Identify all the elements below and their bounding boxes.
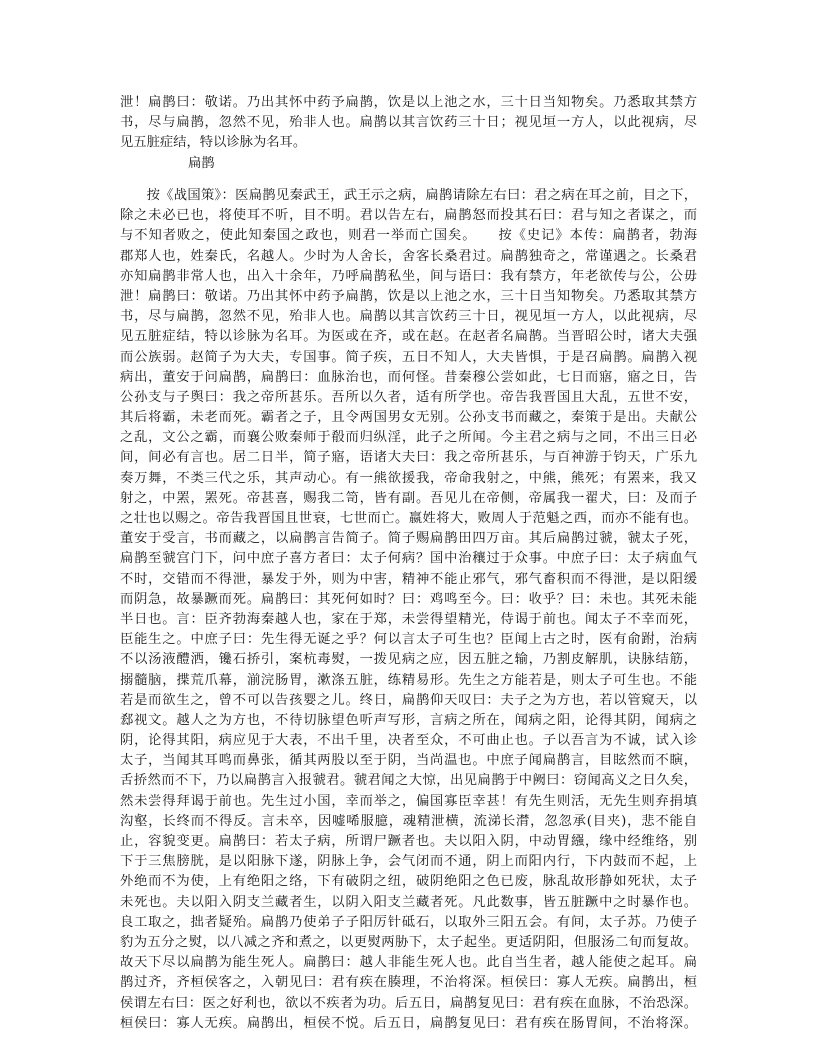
body-line: 而阴急，故暴蹶而死。扁鹊曰：其死何如时？曰：鸡鸣至今。曰：收乎？曰：未也。其死未能 (120, 591, 697, 607)
body-line: 按《战国策》：医扁鹊见秦武王，武王示之病，扁鹊请除左右曰：君之病在耳之前，目之下， (146, 188, 697, 203)
body-line: 除之未必已也，将使耳不听，目不明。君以告左右，扁鹊怒而投其石曰：君与知之者谋之，而 (120, 208, 697, 224)
body-paragraph (120, 186, 697, 1034)
body-line: 而公族弱。赵简子为大夫，专国事。简子疾，五日不知人，大夫皆惧，于是召扁鹊。扁鹊入视 (120, 349, 697, 365)
body-line: 泄！扁鹊曰：敬诺。乃出其怀中药予扁鹊，饮是以上池之水，三十日当知物矣。乃悉取其禁方 (120, 288, 697, 304)
body-line: 若是而欲生之，曾不可以告孩婴之儿。终日，扁鹊仰天叹曰：夫子之为方也，若以管窥天，以 (120, 692, 697, 708)
intro-line: 见五脏症结，特以诊脉为名耳。 (120, 135, 307, 151)
body-line: 射之，中罴，罴死。帝甚喜，赐我二笥，皆有副。吾见儿在帝侧，帝属我一翟犬，曰：及而子 (120, 490, 697, 506)
body-line: 搦髓脑，揲荒爪幕，湔浣肠胃，漱涤五脏，练精易形。先生之方能若是，则太子可生也。不能 (120, 672, 697, 688)
body-line: 不以汤液醴洒，镵石挢引，案杭毒熨，一拨见病之应，因五脏之输，乃割皮解肌，诀脉结筋， (120, 652, 697, 668)
intro-line: 泄！扁鹊曰：敬诺。乃出其怀中药予扁鹊，饮是以上池之水，三十日当知物矣。乃悉取其禁方 (120, 95, 697, 110)
body-line: 鹊过齐，齐桓侯客之，入朝见曰：君有疾在腠理，不治将深。桓侯曰：寡人无疾。扁鹊出，桓 (120, 975, 697, 991)
body-line: 半日也。言：臣齐勃海秦越人也，家在于郑，未尝得望精光，侍谒于前也。闻太子不幸而死， (120, 611, 697, 627)
body-line: 太子，当闻其耳鸣而鼻张，循其两股以至于阴，当尚温也。中庶子闻扁鹊言，目眩然而不瞚， (120, 753, 697, 769)
body-line: 扁鹊至虢宫门下，问中庶子喜方者曰：太子何病？国中治穰过于众事。中庶子曰：太子病血气 (120, 551, 697, 567)
body-line: 不时，交错而不得泄，暴发于外，则为中害，精神不能止邪气，邪气畜积而不得泄，是以阳缓 (120, 571, 697, 587)
body-line: 未死也。夫以阳入阴支兰藏者生，以阴入阳支兰藏者死。凡此数事，皆五脏蹶中之时暴作也。 (120, 894, 697, 910)
intro-line: 书，尽与扁鹊，忽然不见，殆非人也。扁鹊以其言饮药三十日；视见垣一方人，以此视病，尽 (120, 115, 697, 131)
body-line: 臣能生之。中庶子曰：先生得无诞之乎？何以言太子可生也？臣闻上古之时，医有俞跗，治病 (120, 632, 697, 648)
body-line: 外绝而不为使，上有绝阳之络，下有破阴之纽，破阴绝阳之色已废，脉乱故形静如死状，太子 (120, 874, 697, 890)
body-line: 下于三焦膀胱，是以阳脉下遂，阴脉上争，会气闭而不通，阴上而阳内行，下内鼓而不起，上 (120, 854, 697, 870)
body-line: 阴，论得其阳，病应见于大表，不出千里，决者至众，不可曲止也。子以吾言为不诚，试入诊 (120, 733, 697, 749)
body-line: 郄视文。越人之为方也，不待切脉望色听声写形，言病之所在，闻病之阳，论得其阴，闻病之 (120, 712, 697, 728)
body-line: 见五脏症结，特以诊脉为名耳。为医或在齐，或在赵。在赵者名扁鹊。当晋昭公时，诸大夫强 (120, 329, 697, 345)
section-heading: 扁鹊 (188, 155, 215, 171)
body-line: 沟壑，长终而不得反。言未卒，因嘘唏服臆，魂精泄横，流涕长潸，忽忽承(目夹)，悲不能自 (120, 813, 697, 829)
body-line: 董安于受言，书而藏之，以扁鹊言告简子。简子赐扁鹊田四万亩。其后扁鹊过虢，虢太子死， (120, 531, 697, 547)
body-line: 郡郑人也，姓秦氏，名越人。少时为人舍长，舍客长桑君过。扁鹊独奇之，常谨遇之。长桑君 (120, 248, 697, 264)
body-line: 豹为五分之熨，以八减之齐和煮之，以更熨两胁下，太子起坐。更适阴阳，但服汤二旬而复故。 (120, 934, 697, 950)
body-line: 侯谓左右曰：医之好利也，欲以不疾者为功。后五日，扁鹊复见曰：君有疾在血脉，不治恐深。 (120, 995, 697, 1011)
body-line: 之乱，文公之霸，而襄公败秦师于殽而归纵淫，此子之所闻。今主君之病与之同，不出三日必 (120, 430, 697, 446)
body-line: 桓侯曰：寡人无疾。扁鹊出，桓侯不悦。后五日，扁鹊复见曰：君有疾在肠胃间，不治将深。 (120, 1015, 697, 1031)
body-line: 奏万舞，不类三代之乐，其声动心。有一熊欲援我，帝命我射之，中熊，熊死；有罴来，我又 (120, 470, 697, 486)
body-line: 良工取之，拙者疑殆。扁鹊乃使弟子子阳厉针砥石，以取外三阳五会。有间，太子苏。乃使子 (120, 914, 697, 930)
body-line: 舌挢然而不下，乃以扁鹊言入报虢君。虢君闻之大惊，出见扁鹊于中阙曰：窃闻高义之日久矣， (120, 773, 697, 789)
body-line: 亦知扁鹊非常人也，出入十余年，乃呼扁鹊私坐，间与语曰：我有禁方，年老欲传与公，公毋 (120, 268, 697, 284)
body-line: 然未尝得拜谒于前也。先生过小国，幸而举之，偏国寡臣幸甚！有先生则活，无先生则弃捐填 (120, 793, 697, 809)
body-line: 故天下尽以扁鹊为能生死人。扁鹊曰：越人非能生死人也。此自当生者，越人能使之起耳。扁 (120, 955, 697, 971)
body-line: 公孙支与子舆曰：我之帝所甚乐。吾所以久者，适有所学也。帝告我晋国且大乱，五世不安， (120, 389, 697, 405)
body-line: 间，间必有言也。居二日半，简子寤，语诸大夫曰：我之帝所甚乐，与百神游于钧天，广乐九 (120, 450, 697, 466)
body-line: 与不知者败之，使此知秦国之政也，则君一举而亡国矣。 按《史记》本传：扁鹊者，勃海 (120, 228, 697, 244)
body-line: 止，容貌变更。扁鹊曰：若太子病，所谓尸蹶者也。夫以阳入阴，中动胃繦，缘中经维络，别 (120, 834, 697, 849)
body-line: 其后将霸，未老而死。霸者之子，且令两国男女无别。公孙支书而藏之，秦策于是出。夫献公 (120, 410, 697, 426)
body-line: 之壮也以赐之。帝告我晋国且世衰，七世而亡。嬴姓将大，败周人于范魁之西，而亦不能有也。 (120, 511, 697, 526)
body-line: 书，尽与扁鹊，忽然不见，殆非人也。扁鹊以其言饮药三十日，视见垣一方人，以此视病，尽 (120, 309, 697, 325)
intro-paragraph (120, 93, 697, 174)
body-line: 病出，董安于问扁鹊，扁鹊曰：血脉治也，而何怪。昔秦穆公尝如此，七日而寤，寤之日，告 (120, 369, 697, 385)
